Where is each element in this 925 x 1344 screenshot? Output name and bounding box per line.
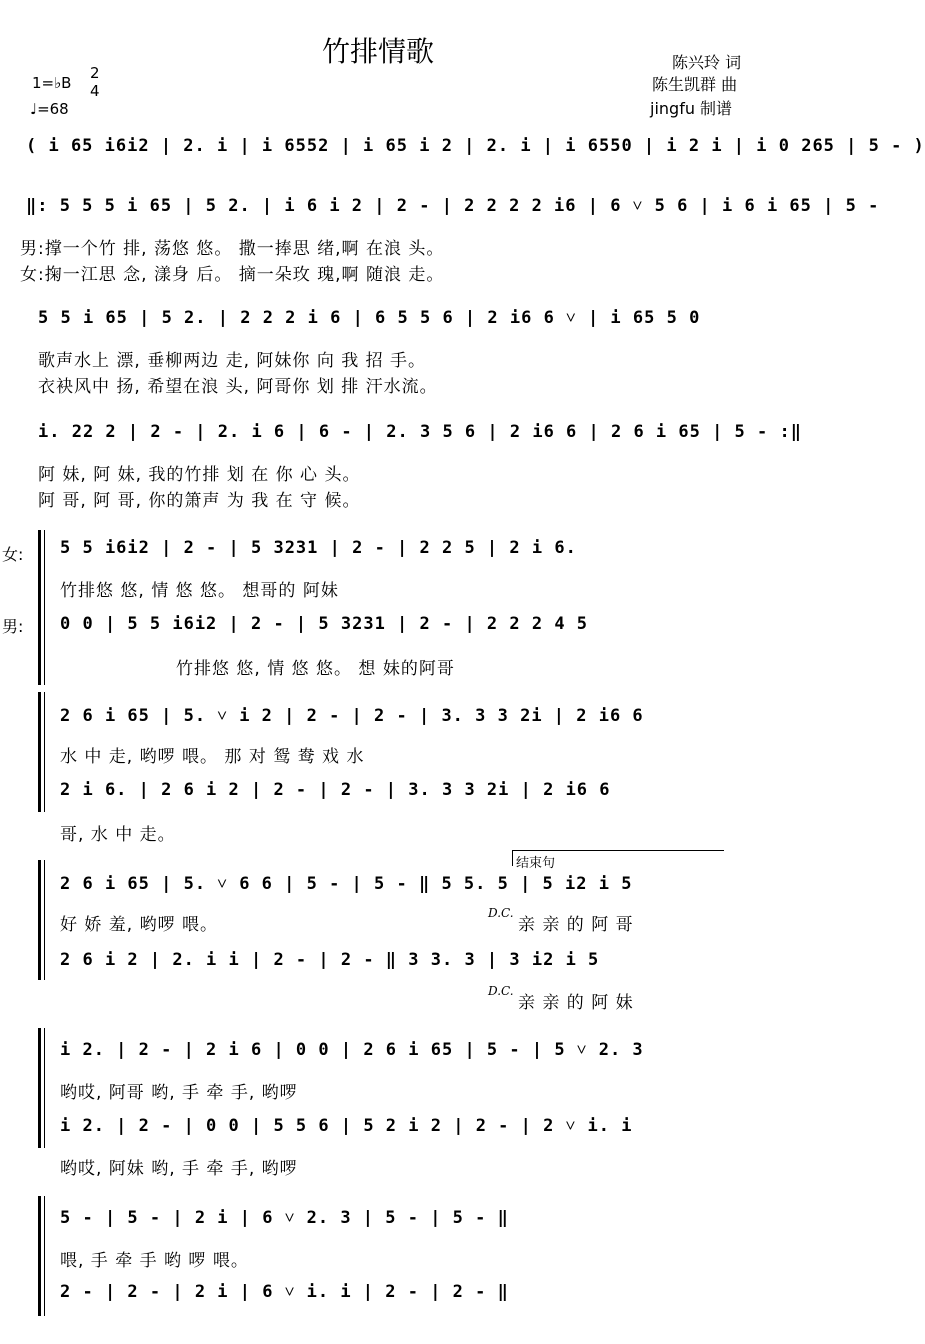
sys1-female-notes: 5 5 i6i2 | 2 - | 5 3231 | 2 - | 2 2 5 | 2 i 6. xyxy=(60,538,577,558)
arranger-credit: jingfu 制谱 xyxy=(650,99,733,118)
sys3-male-lyric-ending: 亲 亲 的 阿 妹 xyxy=(518,993,634,1013)
sys2-female-notes: 2 6 i 65 | 5. ˅ i 2 | 2 - | 2 - | 3. 3 3 2i | 2 i6 6 xyxy=(60,706,644,726)
ending-label: 结束句 xyxy=(516,856,556,871)
sys5-male-notes: 2 - | 2 - | 2 i | 6 ˅ i. i | 2 - | 2 - ‖ xyxy=(60,1282,509,1302)
verse-line3-lyric-1: 阿 妹, 阿 妹, 我的竹排 划 在 你 心 头。 xyxy=(38,465,361,485)
verse-line1-lyric-male: 男:撑一个竹 排, 荡悠 悠。 撒一捧思 绪,啊 在浪 头。 xyxy=(20,239,445,259)
sys4-female-notes: i 2. | 2 - | 2 i 6 | 0 0 | 2 6 i 65 | 5 - | 5 ˅ 2. 3 xyxy=(60,1040,644,1060)
dc-marking-lower: D.C. xyxy=(488,984,514,998)
sys5-lyric: 喂, 手 牵 手 哟 啰 喂。 xyxy=(60,1251,249,1271)
sys2-male-notes: 2 i 6. | 2 6 i 2 | 2 - | 2 - | 3. 3 3 2i | 2 i6 6 xyxy=(60,780,611,800)
sys1-male-notes: 0 0 | 5 5 i6i2 | 2 - | 5 3231 | 2 - | 2 2 2 4 5 xyxy=(60,614,589,634)
verse-line1-notes: ‖: 5 5 5 i 65 | 5 2. | i 6 i 2 | 2 - | 2 2 2 2 i6 | 6 ˅ 5 6 | i 6 i 65 | 5 - xyxy=(26,196,880,216)
female-part-label: 女: xyxy=(2,545,24,564)
male-part-label: 男: xyxy=(2,617,24,636)
sys4-male-notes: i 2. | 2 - | 0 0 | 5 5 6 | 5 2 i 2 | 2 - | 2 ˅ i. i xyxy=(60,1116,633,1136)
sys3-female-lyric-ending: 亲 亲 的 阿 哥 xyxy=(518,915,634,935)
verse-line3-notes: i. 22 2 | 2 - | 2. i 6 | 6 - | 2. 3 5 6 | 2 i6 6 | 2 6 i 65 | 5 - :‖ xyxy=(38,422,802,442)
system5-bracket xyxy=(38,1196,41,1316)
system4-bracket xyxy=(38,1028,41,1148)
verse-line3-lyric-2: 阿 哥, 阿 哥, 你的箫声 为 我 在 守 候。 xyxy=(38,491,361,511)
time-signature-top: 2 xyxy=(90,64,100,82)
composer-credit: 陈生凯群 曲 xyxy=(652,75,738,94)
verse-line2-lyric-1: 歌声水上 漂, 垂柳两边 走, 阿妹你 向 我 招 手。 xyxy=(38,351,427,371)
sys3-female-notes: 2 6 i 65 | 5. ˅ 6 6 | 5 - | 5 - ‖ 5 5. 5 | 5 i2 i 5 xyxy=(60,874,633,894)
dc-marking-upper: D.C. xyxy=(488,906,514,920)
verse-line2-lyric-2: 衣袂风中 扬, 希望在浪 头, 阿哥你 划 排 汗水流。 xyxy=(38,377,438,397)
sys3-male-notes: 2 6 i 2 | 2. i i | 2 - | 2 - ‖ 3 3. 3 | 3 i2 i 5 xyxy=(60,950,600,970)
system1-bracket xyxy=(38,530,41,685)
key-signature: 1=♭B xyxy=(32,74,72,92)
sys4-female-lyric: 哟哎, 阿哥 哟, 手 牵 手, 哟啰 xyxy=(60,1083,298,1103)
lyricist-credit: 陈兴玲 词 xyxy=(672,53,742,72)
sys1-female-lyric: 竹排悠 悠, 情 悠 悠。 想哥的 阿妹 xyxy=(60,581,339,601)
tempo-marking: ♩=68 xyxy=(30,100,69,118)
verse-line1-lyric-female: 女:掬一江思 念, 漾身 后。 摘一朵玫 瑰,啊 随浪 走。 xyxy=(20,265,445,285)
system3-bracket xyxy=(38,860,41,980)
sys4-male-lyric: 哟哎, 阿妹 哟, 手 牵 手, 哟啰 xyxy=(60,1159,298,1179)
sys2-female-lyric: 水 中 走, 哟啰 喂。 那 对 鸳 鸯 戏 水 xyxy=(60,747,365,767)
intro-notes: ( i 65 i6i2 | 2. i | i 6552 | i 65 i 2 | 2. i | i 6550 | i 2 i | i 0 265 | 5 - ) xyxy=(26,136,925,156)
time-signature-bottom: 4 xyxy=(90,82,100,100)
ending-bracket-line xyxy=(512,850,724,851)
sys3-female-lyric: 好 娇 羞, 哟啰 喂。 xyxy=(60,915,219,935)
sys1-male-lyric: 竹排悠 悠, 情 悠 悠。 想 妹的阿哥 xyxy=(176,659,455,679)
system2-bracket xyxy=(38,692,41,812)
sys5-female-notes: 5 - | 5 - | 2 i | 6 ˅ 2. 3 | 5 - | 5 - ‖ xyxy=(60,1208,509,1228)
song-title: 竹排情歌 xyxy=(322,35,435,68)
verse-line2-notes: 5 5 i 65 | 5 2. | 2 2 2 i 6 | 6 5 5 6 | 2 i6 6 ˅ | i 65 5 0 xyxy=(38,308,701,328)
sys2-male-lyric: 哥, 水 中 走。 xyxy=(60,825,176,845)
